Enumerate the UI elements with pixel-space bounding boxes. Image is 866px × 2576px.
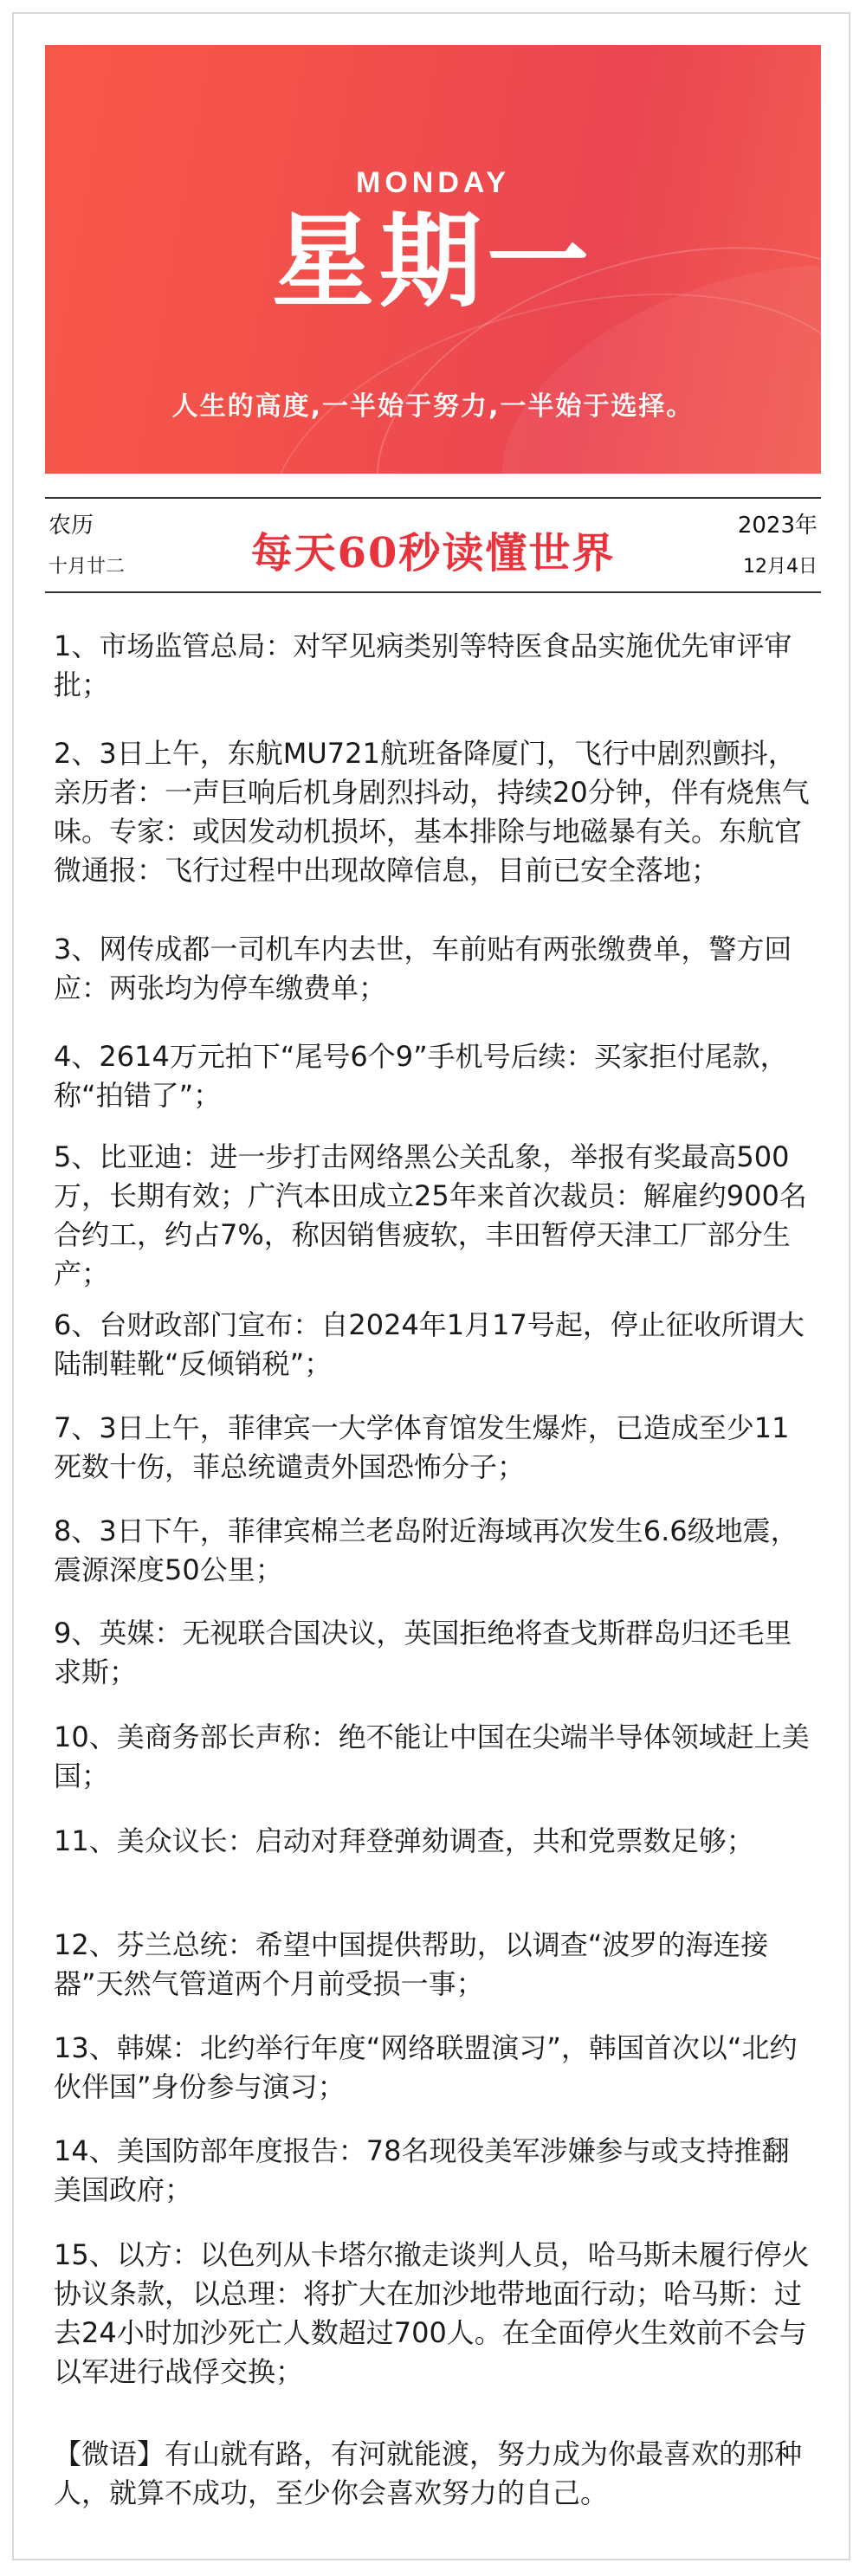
divider-top [45, 497, 821, 499]
news-item: 13、韩媒：北约举行年度“网络联盟演习”，韩国首次以“北约伙伴国”身份参与演习； [54, 2031, 798, 2103]
news-item: 10、美商务部长声称：绝不能让中国在尖端半导体领域赶上美国； [54, 1721, 810, 1792]
lunar-date: 十月廿二 [48, 556, 126, 578]
slogan-title: 每天60秒读懂世界 [250, 529, 616, 578]
english-weekday: MONDAY [356, 166, 510, 199]
news-item: 14、美国防部年度报告：78名现役美军涉嫌参与或支持推翻美国政府； [54, 2134, 790, 2206]
news-item: 4、2614万元拍下“尾号6个9”手机号后续：买家拒付尾款，称“拍错了”； [54, 1040, 788, 1112]
header-banner [45, 45, 821, 474]
news-item: 15、以方：以色列从卡塔尔撤走谈判人员，哈马斯未履行停火协议条款，以总理：将扩大在加沙地带地面行动；哈马斯：过去24小时加沙死亡人数超过700人。在全面停火生效前不会与以军进行战俘交换； [54, 2238, 810, 2388]
news-item: 5、比亚迪：进一步打击网络黑公关乱象，举报有奖最高500万，长期有效；广汽本田成立25年来首次裁员：解雇约900名合约工，约占7%，称因销售疲软，丰田暂停天津工厂部分生产； [54, 1140, 807, 1290]
news-item: 9、英媒：无视联合国决议，英国拒绝将查戈斯群岛归还毛里求斯； [54, 1617, 792, 1688]
year: 2023年 [737, 513, 818, 539]
lunar-label: 农历 [48, 513, 94, 539]
news-item: 1、市场监管总局：对罕见病类别等特医食品实施优先审评审批； [54, 629, 792, 701]
daily-quote: 【微语】有山就有路，有河就能渡，努力成为你最喜欢的那种人，就算不成功，至少你会喜欢努力的自己。 [54, 2437, 803, 2509]
news-item: 3、网传成都一司机车内去世，车前贴有两张缴费单，警方回应：两张均为停车缴费单； [54, 933, 792, 1004]
news-item: 2、3日上午，东航MU721航班备降厦门，飞行中剧烈颤抖，亲历者：一声巨响后机身剧烈抖动，持续20分钟，伴有烧焦气味。专家：或因发动机损坏，基本排除与地磁暴有关。东航官微通报：飞行过程中出现故障信息，目前已安全落地； [54, 737, 810, 887]
month-day: 12月4日 [743, 556, 818, 578]
divider-bottom [45, 591, 821, 593]
news-item: 11、美众议长：启动对拜登弹劾调查，共和党票数足够； [54, 1824, 754, 1857]
news-item: 12、芬兰总统：希望中国提供帮助，以调查“波罗的海连接器”天然气管道两个月前受损一事； [54, 1928, 769, 2000]
chinese-weekday: 星期一 [271, 201, 594, 321]
news-item: 8、3日下午，菲律宾棉兰老岛附近海域再次发生6.6级地震，震源深度50公里； [54, 1514, 798, 1586]
motto: 人生的高度,一半始于努力,一半始于选择。 [171, 391, 695, 422]
news-item: 7、3日上午，菲律宾一大学体育馆发生爆炸，已造成至少11死数十伤，菲总统谴责外国恐怖分子； [54, 1411, 790, 1483]
news-item: 6、台财政部门宣布：自2024年1月17号起，停止征收所谓大陆制鞋靴“反倾销税”； [54, 1308, 805, 1380]
